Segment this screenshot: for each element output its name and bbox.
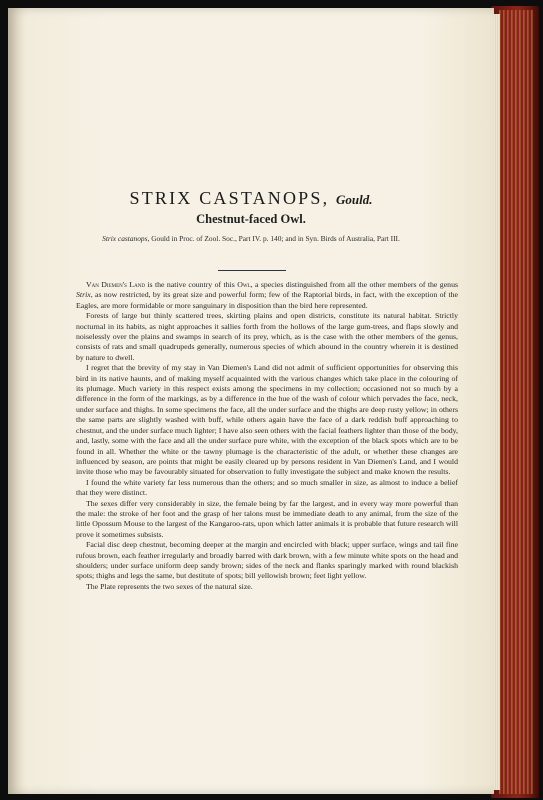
divider-rule bbox=[218, 270, 286, 271]
body-text bbox=[76, 280, 458, 592]
paragraph-text: , as now restricted, by its great size and powerful form; few of the Raptorial birds, in fact, with the exception of the Eagles, are more formidable or more sanguinary in disposition than the bird here represented. bbox=[76, 290, 458, 310]
paragraph: Facial disc deep chestnut, becoming deeper at the margin and encircled with black; upper surface, wings and tail fine rufous brown, each feather irregularly and broadly barred with dark brown, with a few minute white spots on the head and shoulders; under surface uniform deep sandy brown; sides of the neck and flanks sparingly marked with round blackish spots; thighs and legs the same, but destitute of spots; bill yellowish brown; feet light yellow. bbox=[76, 540, 458, 581]
paragraph: The sexes differ very considerably in size, the female being by far the largest, and in every way more powerful than the male: the stroke of her foot and the grasp of her talons must be immediate death to any animal, from the size of the little Opossum Mouse to the largest of the Kangaroo-rats, upon which latter animals it is probable that future research will prove it sometimes subsists. bbox=[76, 498, 458, 539]
paragraph: Forests of large but thinly scattered trees, skirting plains and open districts, constitute its natural habitat. Strictly nocturnal in its habits, as night approaches it sallies forth from the hollows of the large gum-trees, and flaps slowly and noiselessly over the plains and swamps in search of its prey, which, as is the case with the other members of the genus, consists of rats and small quadrupeds generally, numerous species of which abound in the country wherein it is destined by nature to dwell. bbox=[76, 311, 458, 362]
genus-name: Strix bbox=[76, 290, 91, 300]
book-page bbox=[8, 8, 494, 794]
paragraph: I regret that the brevity of my stay in Van Diemen's Land did not admit of sufficient opportunities for observing this bird in its native haunts, and of making myself acquainted with the various changes which take place in the colouring of its plumage. Much variety in this respect exists among the specimens in my collection; occasioned not so much by a difference in the form of the markings, as by a difference in the hue of the wash of colour which pervades the face, neck, under surface and thighs. In some specimens the face, all the under surface and the thighs are deep rusty yellow; in others the same parts are slightly washed with buff, while others again have the face of a dark reddish buff approaching to chestnut, and the under surface much lighter; I have also seen others with the facial feathers lighter than those of the body, and, lastly, some with the face and all the under surface pure white, with the exception of the black spots which are to be found in all. Whether the white or the tawny plumage is the characteristic of the adult, or whether these changes are influenced by season, are points that might be easily cleared up by persons resident in Van Diemen's Land, and I would invite those who may be favourably situated for observation to fully investigate the subject and make known the results. bbox=[76, 363, 458, 477]
paragraph bbox=[76, 280, 458, 311]
paragraph: The Plate represents the two sexes of the natural size. bbox=[86, 581, 253, 591]
paragraph-text: is the native country of this bbox=[144, 280, 238, 289]
reference-species: Strix castanops, bbox=[102, 234, 150, 243]
gilt-page-edges bbox=[499, 10, 533, 794]
paragraph-text: , a species distinguished from all the other members of the genus bbox=[250, 280, 458, 289]
reference-text: Gould in Proc. of Zool. Soc., Part IV. p. 140; and in Syn. Birds of Australia, Part III. bbox=[151, 234, 400, 243]
lead-small-caps: Van Diemen's Land bbox=[86, 280, 145, 289]
lead-small-caps: Owl bbox=[237, 280, 251, 289]
reference-line bbox=[48, 234, 454, 243]
title-author: Gould. bbox=[336, 192, 373, 207]
title-species: STRIX CASTANOPS, bbox=[129, 188, 330, 208]
common-name: Chestnut-faced Owl. bbox=[196, 212, 306, 226]
paragraph: I found the white variety far less numerous than the others; and so much smaller in size, as almost to induce a belief that they were distinct. bbox=[76, 477, 458, 498]
page-title bbox=[8, 188, 494, 209]
